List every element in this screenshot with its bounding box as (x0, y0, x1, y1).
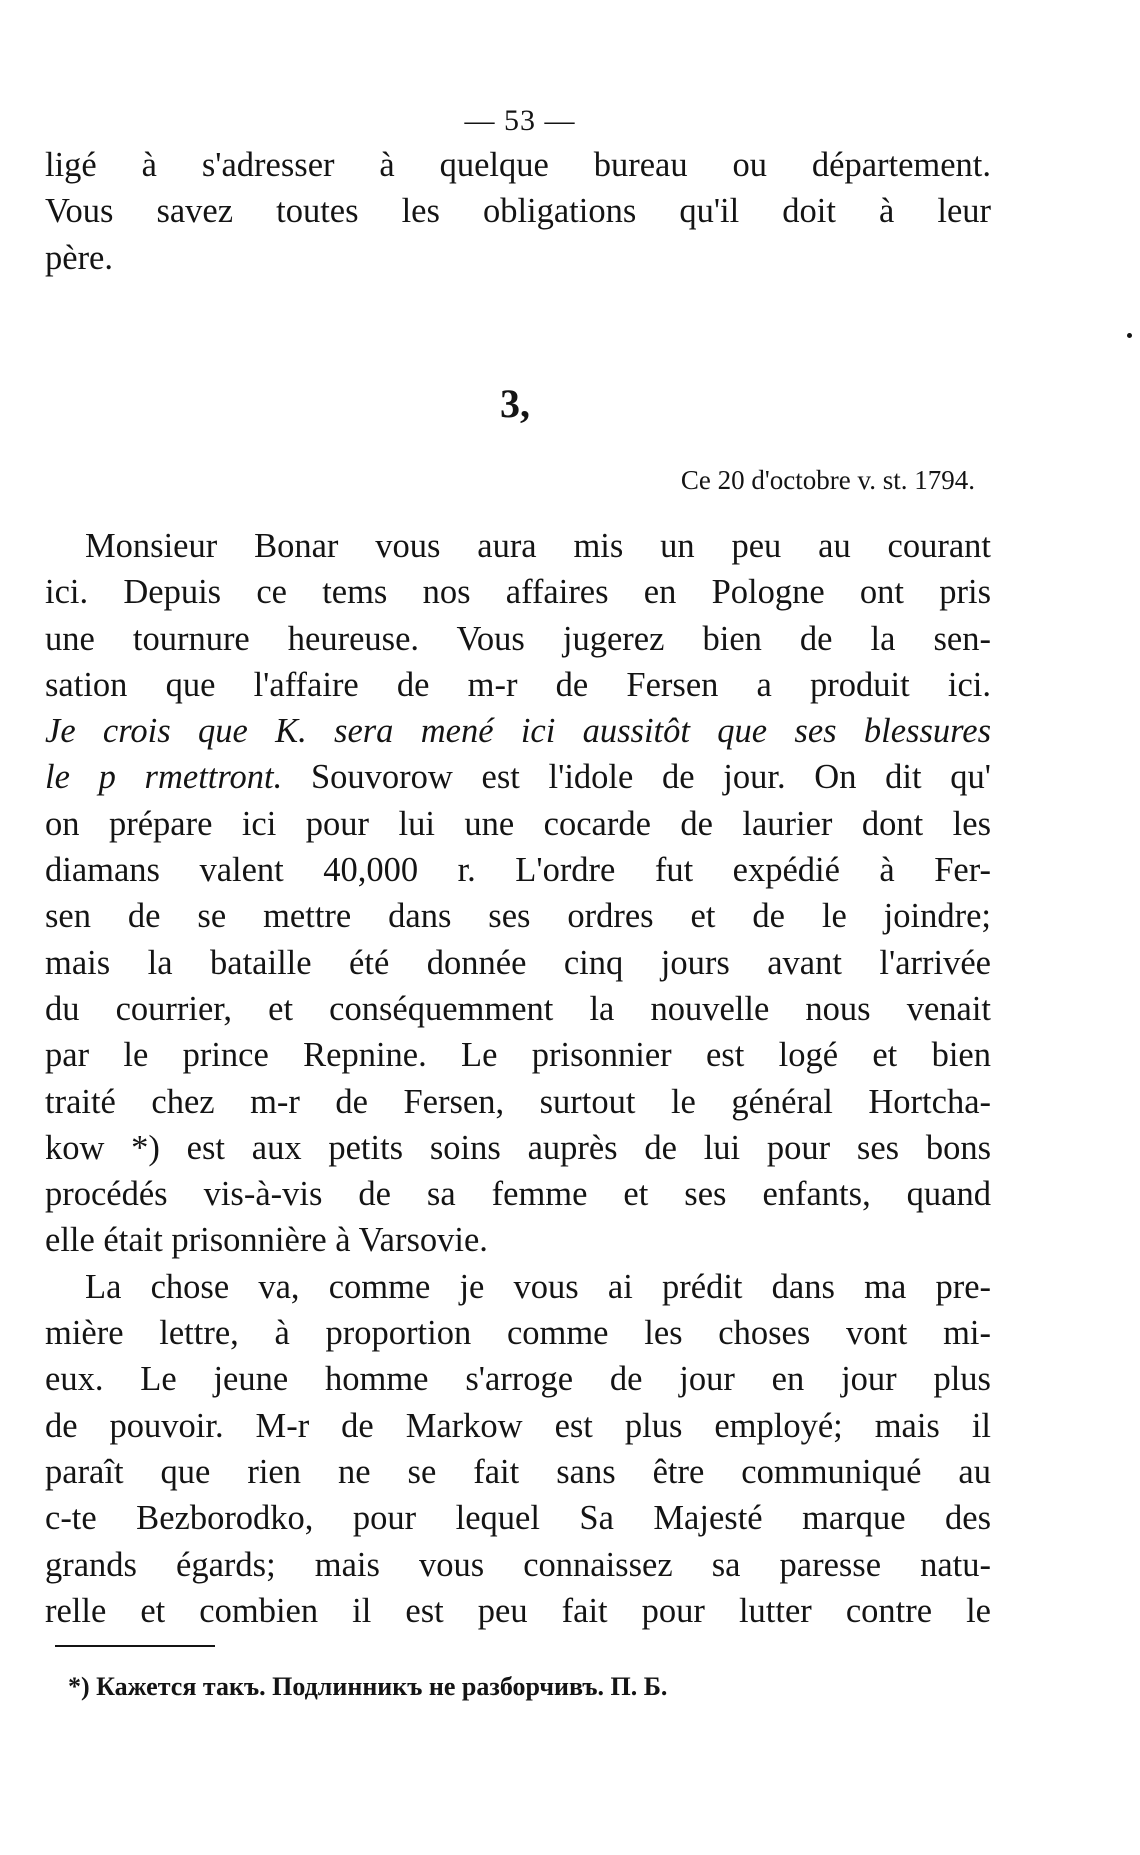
text-line: procédés vis-à-vis de sa femme et ses enfants, quand (45, 1175, 991, 1214)
text-line: sation que l'affaire de m-r de Fersen a produit ici. (45, 665, 991, 704)
text-line: paraît que rien ne se fait sans être communiqué au (45, 1452, 991, 1491)
text-line: sen de se mettre dans ses ordres et de le joindre; (45, 897, 991, 936)
text-line: du courrier, et conséquemment la nouvelle nous venait (45, 989, 991, 1028)
text-line: c-te Bezborodko, pour lequel Sa Majesté marque des (45, 1499, 991, 1538)
text-line: ligé à s'adresser à quelque bureau ou département. (45, 146, 991, 184)
text-line: par le prince Repnine. Le prisonnier est logé et bien (45, 1036, 991, 1075)
text-line: de pouvoir. M-r de Markow est plus employé; mais il (45, 1406, 991, 1445)
text-fragment: Souvorow est l'idole de jour. On dit qu' (282, 758, 991, 797)
text-line: Monsieur Bonar vous aura mis un peu au courant (85, 527, 991, 565)
mixed-line (45, 754, 991, 800)
text-line: Vous savez toutes les obligations qu'il doit à leur (45, 192, 991, 231)
text-line: elle était prisonnière à Varsovie. (45, 1221, 488, 1260)
text-line: kow *) est aux petits soins auprès de lui pour ses bons (45, 1128, 991, 1167)
text-line: relle et combien il est peu fait pour lutter contre le (45, 1591, 991, 1630)
footnote: *) Кажется такъ. Подлинникъ не разборчивъ. П. Б. (68, 1672, 668, 1701)
scan-speck (1127, 333, 1132, 338)
top-paragraph (45, 142, 991, 281)
footnote-rule (55, 1645, 215, 1647)
letter-number: 3, (500, 381, 530, 426)
letter-dateline: Ce 20 d'octobre v. st. 1794. (680, 465, 975, 495)
letter-body (45, 523, 991, 1634)
text-line: traité chez m-r de Fersen, surtout le général Hortcha- (45, 1082, 991, 1121)
text-line: eux. Le jeune homme s'arroge de jour en jour plus (45, 1360, 991, 1399)
italic-fragment: le p rmettront. (45, 758, 283, 797)
text-line: mais la bataille été donnée cinq jours avant l'arrivée (45, 943, 991, 982)
text-line: père. (45, 238, 113, 277)
text-line: ici. Depuis ce tems nos affaires en Pologne ont pris (45, 573, 991, 612)
page-number: — 53 — (464, 104, 576, 137)
text-line: grands égards; mais vous connaissez sa paresse natu- (45, 1545, 991, 1584)
text-line: diamans valent 40,000 r. L'ordre fut expédié à Fer- (45, 851, 991, 890)
text-line: on prépare ici pour lui une cocarde de laurier dont les (45, 804, 991, 843)
text-line: une tournure heureuse. Vous jugerez bien de la sen- (45, 619, 991, 658)
text-line: La chose va, comme je vous ai prédit dans ma pre- (85, 1267, 991, 1306)
text-line: mière lettre, à proportion comme les choses vont mi- (45, 1314, 991, 1353)
italic-line: Je crois que K. sera mené ici aussitôt que ses blessures (45, 712, 991, 751)
